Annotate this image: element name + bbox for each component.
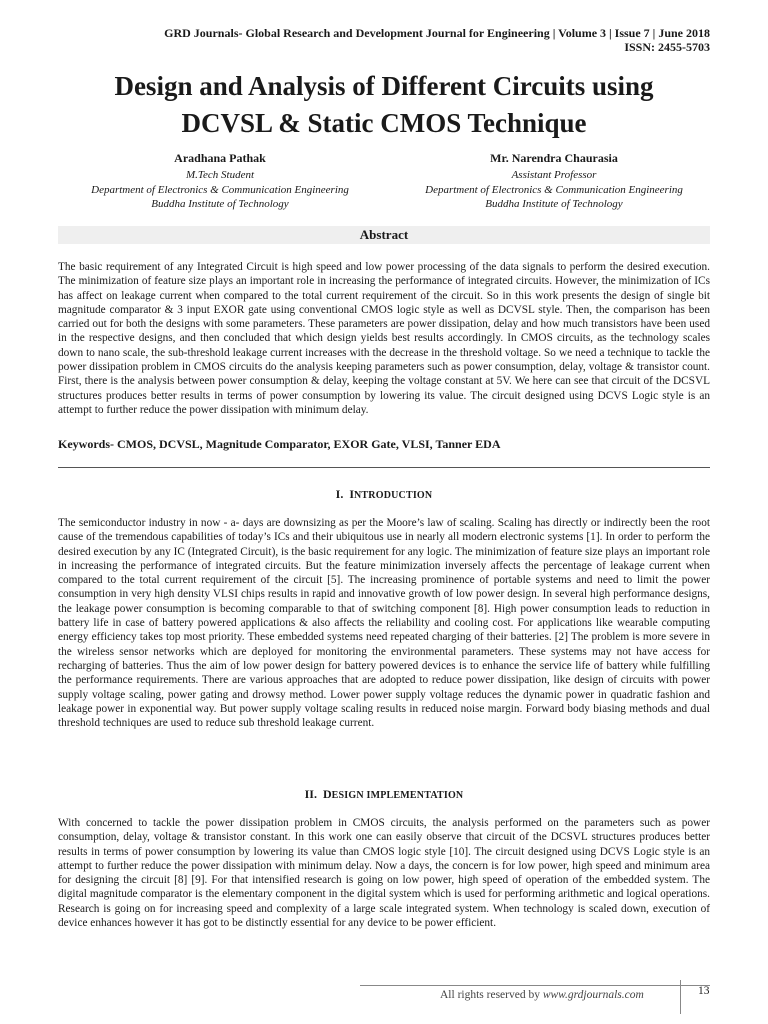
author-role: Assistant Professor [511, 169, 597, 181]
page-number: 13 [698, 985, 710, 997]
section-title-rest: NTRODUCTION [354, 490, 433, 501]
section-heading-introduction [58, 486, 710, 504]
paper-title [40, 68, 728, 142]
author-name: Mr. Narendra Chaurasia [490, 151, 618, 165]
abstract-text: The basic requirement of any Integrated Circuit is high speed and low power processing of the data signals to perform the desired execution. The minimization of feature size plays an important role in increasing the performance of integrated circuits. However, the minimization of ICs has affect on leakage current when compared to the total current requirement of the circuit. So in this work presents the design of single bit magnitude comparator & 3 input EXOR gate using conventional CMOS logic style as well as DCVSL style. Then, the comparison has been carried out for both the designs with some parameters. These parameters are power dissipation, delay and how much transistors have been used in the respective designs, and then concluded that which design yields best results accordingly. In CMOS circuits, as the technology scales down to nano scale, the sub-threshold leakage current increases with the decrease in the threshold voltage. So we need a technique to tackle the power dissipation problem in CMOS circuits do the analysis keeping parameters such as power consumption, delay, voltage & transistor count. First, there is the analysis between power consumption & delay, keeping the voltage constant at 5V. We here can see that circuit of the DCSVL structures produces better results in terms of power consumption by lowering its value. The circuit designed using DCVS Logic style is an attempt to further reduce the power dissipation with minimum delay. [58, 261, 710, 416]
author-department: Department of Electronics & Communication Engineering [91, 183, 349, 196]
issn: ISSN: 2455-5703 [624, 40, 710, 54]
introduction-text: The semiconductor industry in now - a- days are downsizing as per the Moore’s law of scaling. Scaling has directly or indirectly been the root cause of the tremendous capabilities of today’s ICs and their ubiquitous use in nearly all modern electronic systems [1]. In order to perform the desired execution by any IC (Integrated Circuit), is the basic requirement for any logic. The minimization of feature size plays an important role in increasing the performance of integrated circuits. But the feature minimization inversely affects the percentage of leakage current when compared to the total current requirement of the circuit [5]. The increasing prominence of portable systems and need to limit the power consumption in very high density VLSI chips results in rapid and innovative growth of low power design. In several high performance designs, the leakage power consumption is becoming comparable to that of switching component [8]. High power consumption leads to reduction in battery life in case of battery powered applications & also affects the reliability and cooling cost. For applications like wearable computing energy efficiency takes top most priority. These embedded systems need repeated charging of their batteries. [2] The problem is more severe in the wireless sensor networks which are deployed for monitoring the environmental parameters. These systems may not have access for recharging of batteries. Thus the aim of low power design for battery powered devices is to enhance the service life of battery while fulfilling the performance requirements. There are various approaches that are adopted to reduce power dissipation, like design of circuits with power supply voltage scaling, power gating and drowsy method. Lower power supply voltage reduces the dynamic power in quadratic fashion and leakage power in exponential way. But power supply voltage scaling results in reduced noise margin. Forward body biasing methods and dual threshold techniques are used to reduce sub threshold leakage current. [58, 517, 710, 730]
section-divider [58, 467, 710, 468]
author-institution: Buddha Institute of Technology [151, 198, 289, 210]
footer-rule [360, 985, 710, 986]
author-block-2 [384, 150, 724, 212]
keywords: Keywords- CMOS, DCVSL, Magnitude Comparator, EXOR Gate, VLSI, Tanner EDA [58, 437, 501, 451]
section-number: I. [335, 487, 344, 501]
footer-separator [680, 980, 681, 1014]
journal-citation: GRD Journals- Global Research and Development Journal for Engineering | Volume 3 | Issue 7 | June 2018 [164, 26, 710, 40]
journal-header [164, 26, 710, 54]
section-title-rest: ESIGN IMPLEMENTATION [331, 790, 464, 801]
author-block-1 [50, 150, 390, 212]
author-name: Aradhana Pathak [174, 151, 266, 165]
section-title-initial: I [349, 487, 354, 501]
footer-website: www.grdjournals.com [542, 989, 644, 1001]
footer-rights [440, 989, 644, 1001]
abstract-heading: Abstract [58, 226, 710, 244]
author-role: M.Tech Student [185, 169, 255, 181]
section-number: II. [304, 787, 317, 801]
section-title-initial: D [322, 787, 332, 801]
footer-prefix: All rights reserved by [440, 989, 543, 1001]
section-heading-design-implementation [58, 786, 710, 804]
title-line-2: DCVSL & Static CMOS Technique [181, 108, 587, 138]
design-implementation-text: With concerned to tackle the power dissipation problem in CMOS circuits, the analysis performed on the parameters such as power consumption, delay, voltage & transistor constant. In this work one can easily observe that circuit of the DCSVL structures produces better results in terms of power consumption by lowering its value than CMOS logic style [10]. The circuit designed using DCVS Logic style is an attempt to further reduce the power dissipation with minimum delay. Now a days, the concern is for low power, high speed and minimum area for designing the circuit [8] [9]. For that intensified research is going on low power, high speed of operation of the embedded system. The digital magnitude comparator is the elementary component in the digital system which is used for performing arithmetic and logical operations. Research is going on for increasing speed and complexity of a large scale integrated system. When technology is scaled down, execution of device enhances however it has got to be distinctly essential for any device to be power efficient. [58, 817, 710, 930]
author-department: Department of Electronics & Communication Engineering [425, 183, 683, 196]
title-line-1: Design and Analysis of Different Circuits using [114, 71, 654, 101]
author-institution: Buddha Institute of Technology [485, 198, 623, 210]
